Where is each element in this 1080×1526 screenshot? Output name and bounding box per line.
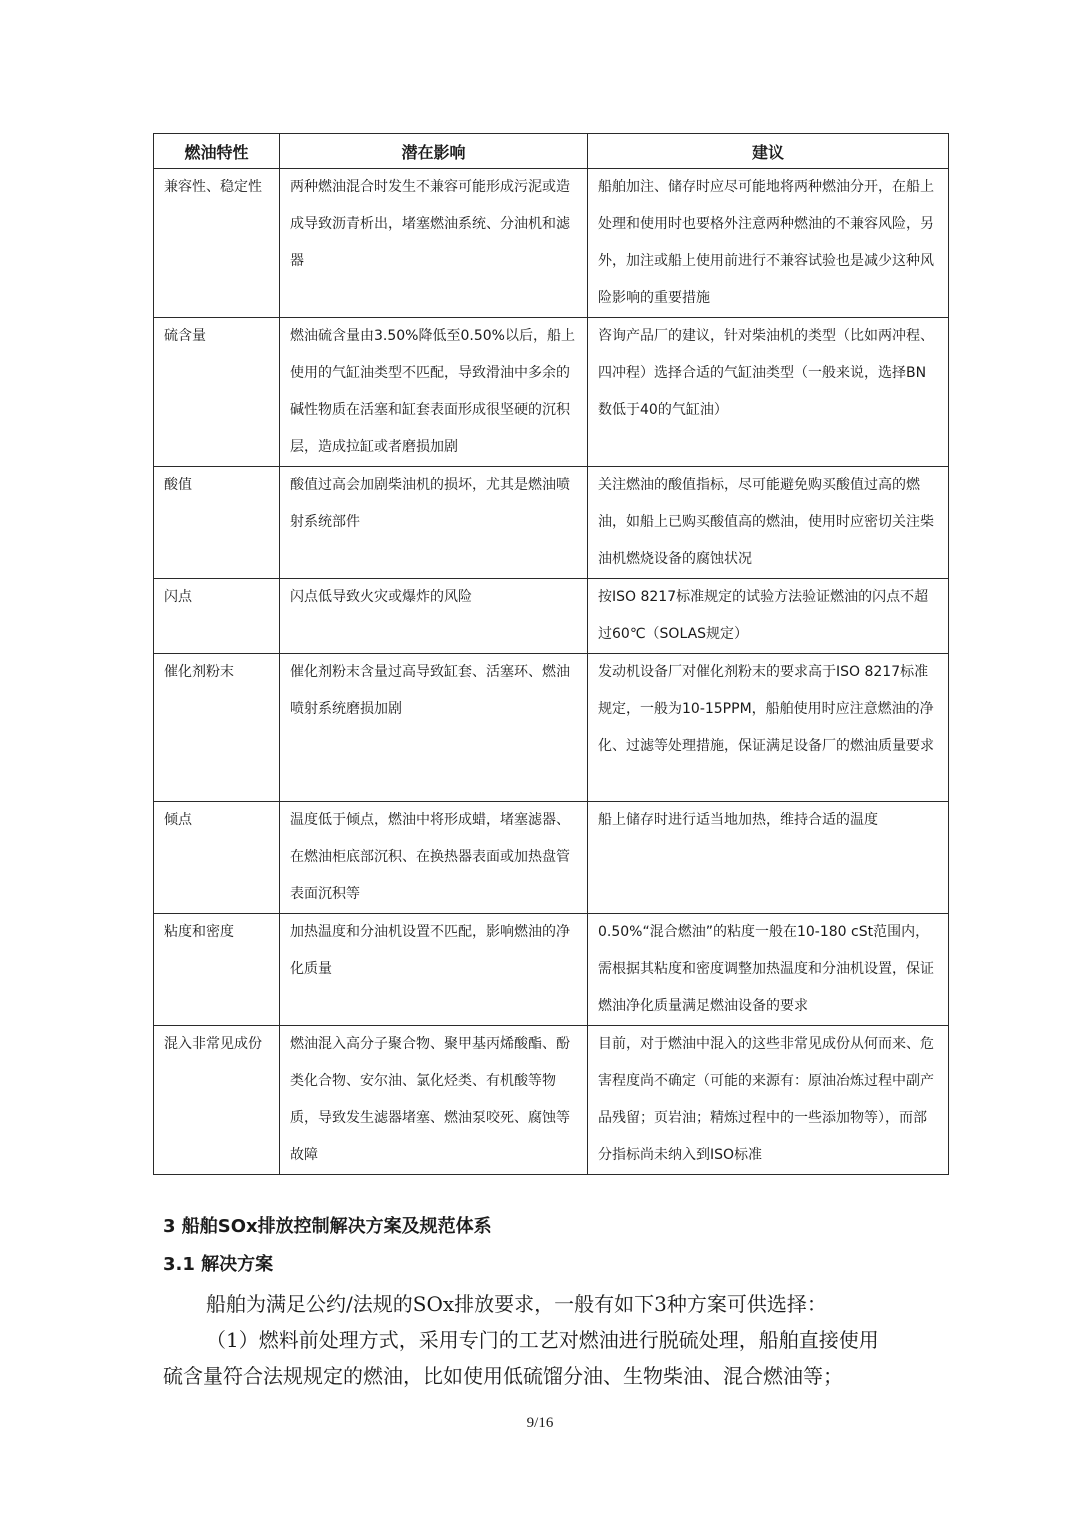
cell-advice: 关注燃油的酸值指标，尽可能避免购买酸值过高的燃油，如船上已购买酸值高的燃油，使用时应密切关注柴油机燃烧设备的腐蚀状况 [588,467,949,579]
cell-property: 粘度和密度 [154,914,280,1026]
cell-advice: 咨询产品厂的建议，针对柴油机的类型（比如两冲程、四冲程）选择合适的气缸油类型（一般来说，选择BN数低于40的气缸油） [588,318,949,467]
section-heading: 3 船舶SOx排放控制解决方案及规范体系 [163,1216,492,1237]
table-row [154,169,949,318]
cell-advice: 发动机设备厂对催化剂粉末的要求高于ISO 8217标准规定，一般为10-15PPM，船舶使用时应注意燃油的净化、过滤等处理措施，保证满足设备厂的燃油质量要求 [588,654,949,802]
table-row [154,579,949,654]
page-number: 9/16 [526,1415,554,1431]
cell-advice: 0.50%“混合燃油”的粘度一般在10-180 cSt范围内，需根据其粘度和密度调整加热温度和分油机设置，保证燃油净化质量满足燃油设备的要求 [588,914,949,1026]
cell-property: 闪点 [154,579,280,654]
table-row [154,914,949,1026]
subsection-heading: 3.1 解决方案 [163,1254,274,1275]
table-row [154,318,949,467]
header-advice: 建议 [588,134,949,169]
paragraph-option-1-line-2: 硫含量符合法规规定的燃油，比如使用低硫馏分油、生物柴油、混合燃油等； [163,1364,843,1388]
table-row [154,467,949,579]
cell-property: 混入非常见成份 [154,1026,280,1175]
cell-impact: 燃油混入高分子聚合物、聚甲基丙烯酸酯、酚类化合物、安尔油、氯化烃类、有机酸等物质，导致发生滤器堵塞、燃油泵咬死、腐蚀等故障 [280,1026,588,1175]
cell-property: 酸值 [154,467,280,579]
paragraph-option-1-line-1: （1）燃料前处理方式，采用专门的工艺对燃油进行脱硫处理，船舶直接使用 [206,1328,879,1352]
table-row [154,1026,949,1175]
cell-impact: 酸值过高会加剧柴油机的损坏，尤其是燃油喷射系统部件 [280,467,588,579]
cell-impact: 温度低于倾点，燃油中将形成蜡，堵塞滤器、在燃油柜底部沉积、在换热器表面或加热盘管表面沉积等 [280,802,588,914]
cell-property: 倾点 [154,802,280,914]
cell-property: 硫含量 [154,318,280,467]
cell-advice: 船上储存时进行适当地加热，维持合适的温度 [588,802,949,914]
cell-impact: 闪点低导致火灾或爆炸的风险 [280,579,588,654]
cell-property: 催化剂粉末 [154,654,280,802]
table-row [154,654,949,802]
cell-impact: 加热温度和分油机设置不匹配，影响燃油的净化质量 [280,914,588,1026]
cell-advice: 船舶加注、储存时应尽可能地将两种燃油分开，在船上处理和使用时也要格外注意两种燃油的不兼容风险，另外，加注或船上使用前进行不兼容试验也是减少这种风险影响的重要措施 [588,169,949,318]
table-row [154,802,949,914]
header-potential-impact: 潜在影响 [280,134,588,169]
cell-property: 兼容性、稳定性 [154,169,280,318]
table-header-row [154,134,949,169]
cell-impact: 燃油硫含量由3.50%降低至0.50%以后，船上使用的气缸油类型不匹配，导致滑油中多余的碱性物质在活塞和缸套表面形成很坚硬的沉积层，造成拉缸或者磨损加剧 [280,318,588,467]
cell-advice: 目前，对于燃油中混入的这些非常见成份从何而来、危害程度尚不确定（可能的来源有：原油冶炼过程中副产品残留；页岩油；精炼过程中的一些添加物等），而部分指标尚未纳入到ISO标准 [588,1026,949,1175]
fuel-properties-table [153,133,949,1175]
paragraph-intro: 船舶为满足公约/法规的SOx排放要求，一般有如下3种方案可供选择： [206,1292,827,1316]
cell-impact: 催化剂粉末含量过高导致缸套、活塞环、燃油喷射系统磨损加剧 [280,654,588,802]
cell-advice: 按ISO 8217标准规定的试验方法验证燃油的闪点不超过60℃（SOLAS规定） [588,579,949,654]
cell-impact: 两种燃油混合时发生不兼容可能形成污泥或造成导致沥青析出，堵塞燃油系统、分油机和滤器 [280,169,588,318]
header-fuel-property: 燃油特性 [154,134,280,169]
